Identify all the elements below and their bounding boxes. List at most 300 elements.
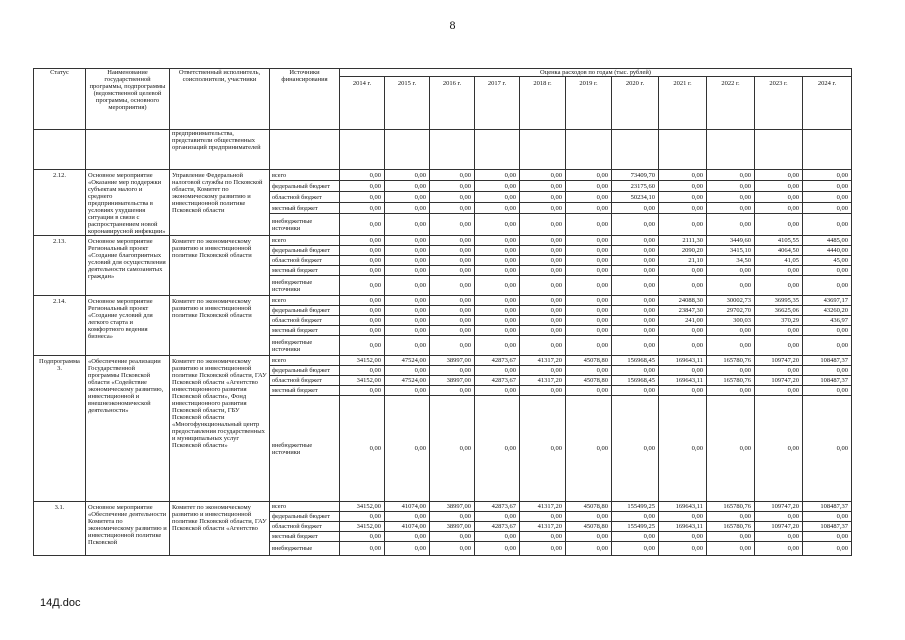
amount-cell: 0,00 xyxy=(520,542,566,556)
header-year: 2015 г. xyxy=(385,77,430,130)
amount-cell: 0,00 xyxy=(520,326,566,336)
amount-cell: 0,00 xyxy=(520,276,566,296)
amount-cell: 34152,00 xyxy=(340,522,385,532)
amount-cell: 4064,50 xyxy=(755,246,803,256)
amount-cell: 0,00 xyxy=(475,203,520,214)
amount-cell: 0,00 xyxy=(755,266,803,276)
group-status: 2.14. xyxy=(34,296,86,356)
amount-cell: 0,00 xyxy=(340,214,385,236)
funding-source: внебюджетные источники xyxy=(270,214,340,236)
amount-cell: 0,00 xyxy=(612,246,659,256)
amount-cell: 165780,76 xyxy=(707,522,755,532)
amount-cell: 0,00 xyxy=(430,512,475,522)
amount-cell: 0,00 xyxy=(475,170,520,181)
amount-cell: 0,00 xyxy=(430,214,475,236)
amount-cell: 109747,20 xyxy=(755,522,803,532)
amount-cell: 2090,20 xyxy=(659,246,707,256)
funding-source: внебюджетные источники xyxy=(270,336,340,356)
amount-cell: 0,00 xyxy=(803,203,852,214)
amount-cell: 0,00 xyxy=(803,512,852,522)
amount-cell: 2111,30 xyxy=(659,236,707,246)
amount-cell: 0,00 xyxy=(659,386,707,396)
amount-cell: 0,00 xyxy=(520,256,566,266)
funding-source: федеральный бюджет xyxy=(270,306,340,316)
amount-cell: 0,00 xyxy=(707,386,755,396)
amount-cell: 0,00 xyxy=(566,214,612,236)
group-name: Основное мероприятие Региональный проект «Создание благоприятных условий для осуществления деятельности самозанятых граждан» xyxy=(86,236,170,296)
header-name: Наименование государственной программы, подпрограммы (ведомственной целевой программы, основного мероприятия) xyxy=(86,69,170,130)
amount-cell: 0,00 xyxy=(475,192,520,203)
amount-cell: 41317,20 xyxy=(520,502,566,512)
amount-cell: 0,00 xyxy=(430,386,475,396)
table-row xyxy=(34,170,852,181)
amount-cell: 38997,00 xyxy=(430,356,475,366)
amount-cell: 0,00 xyxy=(659,336,707,356)
amount-cell: 0,00 xyxy=(566,316,612,326)
amount-cell: 241,00 xyxy=(659,316,707,326)
page-number: 8 xyxy=(449,18,456,32)
funding-source: федеральный бюджет xyxy=(270,246,340,256)
funding-source: местный бюджет xyxy=(270,386,340,396)
header-year: 2014 г. xyxy=(340,77,385,130)
amount-cell: 0,00 xyxy=(520,266,566,276)
amount-cell: 0,00 xyxy=(430,276,475,296)
amount-cell: 0,00 xyxy=(340,256,385,266)
amount-cell: 0,00 xyxy=(612,326,659,336)
amount-cell: 30002,73 xyxy=(707,296,755,306)
amount-cell: 45078,80 xyxy=(566,356,612,366)
amount-cell: 0,00 xyxy=(659,326,707,336)
amount-cell: 0,00 xyxy=(803,336,852,356)
amount-cell: 4485,00 xyxy=(803,236,852,246)
amount-cell: 0,00 xyxy=(430,296,475,306)
amount-cell: 0,00 xyxy=(520,246,566,256)
amount-cell: 0,00 xyxy=(340,366,385,376)
amount-cell: 0,00 xyxy=(475,542,520,556)
amount-cell: 0,00 xyxy=(475,306,520,316)
amount-cell: 0,00 xyxy=(385,246,430,256)
amount-cell: 0,00 xyxy=(385,326,430,336)
amount-cell: 0,00 xyxy=(475,336,520,356)
amount-cell: 169643,11 xyxy=(659,522,707,532)
amount-cell: 0,00 xyxy=(803,170,852,181)
amount-cell: 0,00 xyxy=(803,542,852,556)
amount-cell: 0,00 xyxy=(430,192,475,203)
funding-source: всего xyxy=(270,296,340,306)
header-year: 2023 г. xyxy=(755,77,803,130)
amount-cell: 0,00 xyxy=(385,366,430,376)
amount-cell: 0,00 xyxy=(707,396,755,502)
amount-cell: 0,00 xyxy=(520,306,566,316)
amount-cell: 47524,00 xyxy=(385,376,430,386)
amount-cell: 0,00 xyxy=(385,386,430,396)
amount-cell: 0,00 xyxy=(340,170,385,181)
header-year: 2022 г. xyxy=(707,77,755,130)
amount-cell: 34152,00 xyxy=(340,376,385,386)
amount-cell: 165780,76 xyxy=(707,502,755,512)
amount-cell: 0,00 xyxy=(803,326,852,336)
amount-cell: 0,00 xyxy=(430,203,475,214)
amount-cell: 50234,10 xyxy=(612,192,659,203)
amount-cell: 0,00 xyxy=(707,542,755,556)
amount-cell: 155499,25 xyxy=(612,502,659,512)
amount-cell: 0,00 xyxy=(475,396,520,502)
amount-cell: 0,00 xyxy=(612,276,659,296)
amount-cell: 3449,60 xyxy=(707,236,755,246)
amount-cell: 0,00 xyxy=(385,396,430,502)
amount-cell: 0,00 xyxy=(612,542,659,556)
amount-cell: 0,00 xyxy=(340,266,385,276)
amount-cell: 0,00 xyxy=(475,266,520,276)
amount-cell: 0,00 xyxy=(612,316,659,326)
amount-cell: 0,00 xyxy=(659,214,707,236)
amount-cell: 0,00 xyxy=(385,316,430,326)
amount-cell: 23847,30 xyxy=(659,306,707,316)
amount-cell: 42873,67 xyxy=(475,502,520,512)
amount-cell: 0,00 xyxy=(566,336,612,356)
amount-cell: 41074,00 xyxy=(385,502,430,512)
amount-cell: 0,00 xyxy=(707,366,755,376)
table-row xyxy=(34,296,852,306)
header-year: 2018 г. xyxy=(520,77,566,130)
amount-cell: 0,00 xyxy=(475,326,520,336)
header-sources: Источники финансирования xyxy=(270,69,340,130)
table-row xyxy=(34,356,852,366)
amount-cell: 38997,00 xyxy=(430,522,475,532)
amount-cell: 0,00 xyxy=(430,306,475,316)
funding-source: всего xyxy=(270,502,340,512)
amount-cell: 0,00 xyxy=(707,203,755,214)
amount-cell: 29702,70 xyxy=(707,306,755,316)
amount-cell: 0,00 xyxy=(520,181,566,192)
amount-cell: 0,00 xyxy=(430,246,475,256)
amount-cell: 0,00 xyxy=(707,276,755,296)
funding-source: внебюджетные источники xyxy=(270,396,340,502)
header-executor: Ответственный исполнитель, соисполнители, участники xyxy=(170,69,270,130)
amount-cell: 0,00 xyxy=(566,296,612,306)
amount-cell: 0,00 xyxy=(385,256,430,266)
amount-cell: 41,05 xyxy=(755,256,803,266)
amount-cell: 0,00 xyxy=(475,276,520,296)
amount-cell: 0,00 xyxy=(430,326,475,336)
expenditure-table xyxy=(33,68,852,556)
amount-cell: 0,00 xyxy=(612,296,659,306)
amount-cell: 0,00 xyxy=(385,276,430,296)
amount-cell: 0,00 xyxy=(340,296,385,306)
amount-cell: 108487,37 xyxy=(803,356,852,366)
amount-cell: 0,00 xyxy=(430,170,475,181)
amount-cell: 0,00 xyxy=(612,266,659,276)
header-year: 2016 г. xyxy=(430,77,475,130)
amount-cell: 0,00 xyxy=(566,236,612,246)
amount-cell: 21,10 xyxy=(659,256,707,266)
amount-cell: 0,00 xyxy=(520,316,566,326)
amount-cell: 0,00 xyxy=(520,296,566,306)
amount-cell: 0,00 xyxy=(520,236,566,246)
amount-cell: 0,00 xyxy=(520,396,566,502)
funding-source: областной бюджет xyxy=(270,256,340,266)
amount-cell: 169643,11 xyxy=(659,502,707,512)
funding-source: местный бюджет xyxy=(270,326,340,336)
amount-cell: 0,00 xyxy=(520,192,566,203)
amount-cell: 38997,00 xyxy=(430,502,475,512)
group-name: Основное мероприятие «Оказание мер поддержки субъектам малого и среднего предпринимательства в условиях ухудшения ситуации в связи с распространением новой коронавирусной инфекции» xyxy=(86,170,170,236)
amount-cell: 0,00 xyxy=(430,532,475,542)
amount-cell: 0,00 xyxy=(612,306,659,316)
amount-cell: 0,00 xyxy=(340,203,385,214)
amount-cell: 0,00 xyxy=(707,512,755,522)
amount-cell: 0,00 xyxy=(340,326,385,336)
funding-source: областной бюджет xyxy=(270,192,340,203)
amount-cell: 0,00 xyxy=(755,192,803,203)
amount-cell: 0,00 xyxy=(475,256,520,266)
amount-cell: 0,00 xyxy=(340,192,385,203)
amount-cell: 0,00 xyxy=(659,512,707,522)
amount-cell: 0,00 xyxy=(520,336,566,356)
amount-cell: 0,00 xyxy=(659,170,707,181)
amount-cell: 0,00 xyxy=(385,203,430,214)
group-executor: Комитет по экономическому развитию и инвестиционной политике Псковской области, ГАУ Псковской области «Агентство xyxy=(170,502,270,556)
group-status: 2.12. xyxy=(34,170,86,236)
table-body xyxy=(34,130,852,556)
amount-cell: 0,00 xyxy=(340,181,385,192)
amount-cell: 0,00 xyxy=(707,532,755,542)
amount-cell: 0,00 xyxy=(755,203,803,214)
amount-cell: 0,00 xyxy=(520,170,566,181)
amount-cell: 0,00 xyxy=(566,306,612,316)
amount-cell: 0,00 xyxy=(707,192,755,203)
amount-cell: 0,00 xyxy=(566,512,612,522)
table-row xyxy=(34,502,852,512)
amount-cell: 300,03 xyxy=(707,316,755,326)
carryover-text: предпринимательства, представители общественных организаций предпринимателей xyxy=(170,130,270,170)
amount-cell: 0,00 xyxy=(340,386,385,396)
amount-cell: 0,00 xyxy=(755,170,803,181)
header-year: 2019 г. xyxy=(566,77,612,130)
amount-cell: 0,00 xyxy=(803,366,852,376)
amount-cell: 0,00 xyxy=(612,532,659,542)
amount-cell: 0,00 xyxy=(707,266,755,276)
amount-cell: 0,00 xyxy=(566,542,612,556)
amount-cell: 0,00 xyxy=(659,532,707,542)
amount-cell: 0,00 xyxy=(612,236,659,246)
amount-cell: 0,00 xyxy=(566,181,612,192)
amount-cell: 0,00 xyxy=(340,236,385,246)
amount-cell: 0,00 xyxy=(755,396,803,502)
amount-cell: 155499,25 xyxy=(612,522,659,532)
amount-cell: 0,00 xyxy=(659,276,707,296)
amount-cell: 0,00 xyxy=(707,214,755,236)
amount-cell: 0,00 xyxy=(385,181,430,192)
amount-cell: 41317,20 xyxy=(520,356,566,366)
amount-cell: 42873,67 xyxy=(475,356,520,366)
funding-source: местный бюджет xyxy=(270,532,340,542)
amount-cell: 0,00 xyxy=(755,326,803,336)
amount-cell: 0,00 xyxy=(707,326,755,336)
amount-cell: 45078,80 xyxy=(566,522,612,532)
amount-cell: 43260,20 xyxy=(803,306,852,316)
amount-cell: 156968,45 xyxy=(612,356,659,366)
amount-cell: 3415,10 xyxy=(707,246,755,256)
amount-cell: 0,00 xyxy=(566,396,612,502)
amount-cell: 0,00 xyxy=(659,366,707,376)
amount-cell: 0,00 xyxy=(803,396,852,502)
amount-cell: 0,00 xyxy=(612,256,659,266)
table-row xyxy=(34,236,852,246)
amount-cell: 0,00 xyxy=(755,181,803,192)
group-status: 2.13. xyxy=(34,236,86,296)
amount-cell: 0,00 xyxy=(755,366,803,376)
amount-cell: 0,00 xyxy=(612,396,659,502)
amount-cell: 169643,11 xyxy=(659,356,707,366)
amount-cell: 0,00 xyxy=(566,192,612,203)
amount-cell: 24088,30 xyxy=(659,296,707,306)
amount-cell: 0,00 xyxy=(475,532,520,542)
amount-cell: 0,00 xyxy=(475,236,520,246)
footer-filename: 14Д.doc xyxy=(40,597,81,609)
header-estimate: Оценка расходов по годам (тыс. рублей) xyxy=(340,69,852,77)
amount-cell: 0,00 xyxy=(566,256,612,266)
header-year: 2021 г. xyxy=(659,77,707,130)
amount-cell: 0,00 xyxy=(755,276,803,296)
amount-cell: 0,00 xyxy=(612,336,659,356)
group-name: Основное мероприятие «Обеспечение деятельности Комитета по экономическому развитию и инвестиционной политике Псковской xyxy=(86,502,170,556)
amount-cell: 0,00 xyxy=(659,266,707,276)
amount-cell: 0,00 xyxy=(755,386,803,396)
amount-cell: 0,00 xyxy=(520,366,566,376)
amount-cell: 0,00 xyxy=(430,266,475,276)
amount-cell: 0,00 xyxy=(803,266,852,276)
amount-cell: 45078,80 xyxy=(566,376,612,386)
amount-cell: 0,00 xyxy=(385,542,430,556)
group-executor: Комитет по экономическому развитию и инвестиционной политике Псковской области xyxy=(170,296,270,356)
amount-cell: 165780,76 xyxy=(707,356,755,366)
group-status: Подпрограмма 3. xyxy=(34,356,86,502)
amount-cell: 0,00 xyxy=(612,214,659,236)
group-status: 3.1. xyxy=(34,502,86,556)
amount-cell: 0,00 xyxy=(340,246,385,256)
amount-cell: 0,00 xyxy=(385,266,430,276)
amount-cell: 0,00 xyxy=(755,512,803,522)
amount-cell: 42873,67 xyxy=(475,376,520,386)
amount-cell: 0,00 xyxy=(566,266,612,276)
amount-cell: 0,00 xyxy=(659,542,707,556)
amount-cell: 0,00 xyxy=(340,542,385,556)
amount-cell: 0,00 xyxy=(520,386,566,396)
amount-cell: 0,00 xyxy=(430,256,475,266)
amount-cell: 165780,76 xyxy=(707,376,755,386)
amount-cell: 0,00 xyxy=(803,214,852,236)
amount-cell: 0,00 xyxy=(385,236,430,246)
amount-cell: 0,00 xyxy=(659,181,707,192)
funding-source: федеральный бюджет xyxy=(270,366,340,376)
amount-cell: 0,00 xyxy=(385,306,430,316)
header-status: Статус xyxy=(34,69,86,130)
amount-cell: 0,00 xyxy=(385,170,430,181)
funding-source: федеральный бюджет xyxy=(270,181,340,192)
amount-cell: 4105,55 xyxy=(755,236,803,246)
amount-cell: 0,00 xyxy=(475,366,520,376)
amount-cell: 108487,37 xyxy=(803,376,852,386)
amount-cell: 0,00 xyxy=(803,276,852,296)
amount-cell: 0,00 xyxy=(475,316,520,326)
amount-cell: 0,00 xyxy=(803,532,852,542)
amount-cell: 0,00 xyxy=(385,336,430,356)
amount-cell: 0,00 xyxy=(659,192,707,203)
amount-cell: 0,00 xyxy=(520,532,566,542)
funding-source: федеральный бюджет xyxy=(270,512,340,522)
funding-source: внебюджетные xyxy=(270,542,340,556)
amount-cell: 0,00 xyxy=(340,512,385,522)
amount-cell: 34152,00 xyxy=(340,356,385,366)
amount-cell: 0,00 xyxy=(566,276,612,296)
amount-cell: 0,00 xyxy=(659,396,707,502)
amount-cell: 0,00 xyxy=(803,192,852,203)
amount-cell: 73409,70 xyxy=(612,170,659,181)
amount-cell: 0,00 xyxy=(707,181,755,192)
amount-cell: 23175,60 xyxy=(612,181,659,192)
amount-cell: 0,00 xyxy=(659,203,707,214)
amount-cell: 0,00 xyxy=(340,336,385,356)
group-name: «Обеспечение реализации Государственной программы Псковской области «Содействие экономическому развитию, инвестиционной и внешнеэкономической деятельности» xyxy=(86,356,170,502)
amount-cell: 0,00 xyxy=(566,246,612,256)
amount-cell: 0,00 xyxy=(475,214,520,236)
amount-cell: 109747,20 xyxy=(755,376,803,386)
amount-cell: 0,00 xyxy=(430,316,475,326)
funding-source: областной бюджет xyxy=(270,376,340,386)
amount-cell: 41317,20 xyxy=(520,376,566,386)
funding-source: местный бюджет xyxy=(270,203,340,214)
funding-source: внебюджетные источники xyxy=(270,276,340,296)
header-year: 2024 г. xyxy=(803,77,852,130)
amount-cell: 0,00 xyxy=(430,236,475,246)
amount-cell: 0,00 xyxy=(612,366,659,376)
amount-cell: 36995,35 xyxy=(755,296,803,306)
funding-source: областной бюджет xyxy=(270,522,340,532)
amount-cell: 156968,45 xyxy=(612,376,659,386)
amount-cell: 0,00 xyxy=(566,203,612,214)
amount-cell: 0,00 xyxy=(340,396,385,502)
amount-cell: 41317,20 xyxy=(520,522,566,532)
amount-cell: 109747,20 xyxy=(755,502,803,512)
amount-cell: 0,00 xyxy=(803,181,852,192)
amount-cell: 0,00 xyxy=(385,532,430,542)
header-year: 2017 г. xyxy=(475,77,520,130)
table-header xyxy=(34,69,852,130)
amount-cell: 0,00 xyxy=(612,203,659,214)
funding-source: всего xyxy=(270,356,340,366)
amount-cell: 0,00 xyxy=(430,396,475,502)
amount-cell: 0,00 xyxy=(430,336,475,356)
amount-cell: 0,00 xyxy=(566,326,612,336)
funding-source: всего xyxy=(270,170,340,181)
amount-cell: 0,00 xyxy=(385,192,430,203)
amount-cell: 0,00 xyxy=(707,170,755,181)
amount-cell: 0,00 xyxy=(612,512,659,522)
funding-source: всего xyxy=(270,236,340,246)
amount-cell: 38997,00 xyxy=(430,376,475,386)
funding-source: местный бюджет xyxy=(270,266,340,276)
amount-cell: 0,00 xyxy=(755,214,803,236)
amount-cell: 0,00 xyxy=(520,512,566,522)
amount-cell: 109747,20 xyxy=(755,356,803,366)
amount-cell: 0,00 xyxy=(612,386,659,396)
amount-cell: 0,00 xyxy=(430,542,475,556)
amount-cell: 0,00 xyxy=(385,214,430,236)
amount-cell: 0,00 xyxy=(340,276,385,296)
group-executor: Управление Федеральной налоговой службы по Псковской области, Комитет по экономическому развитию и инвестиционной политике Псковской области xyxy=(170,170,270,236)
amount-cell: 0,00 xyxy=(566,532,612,542)
